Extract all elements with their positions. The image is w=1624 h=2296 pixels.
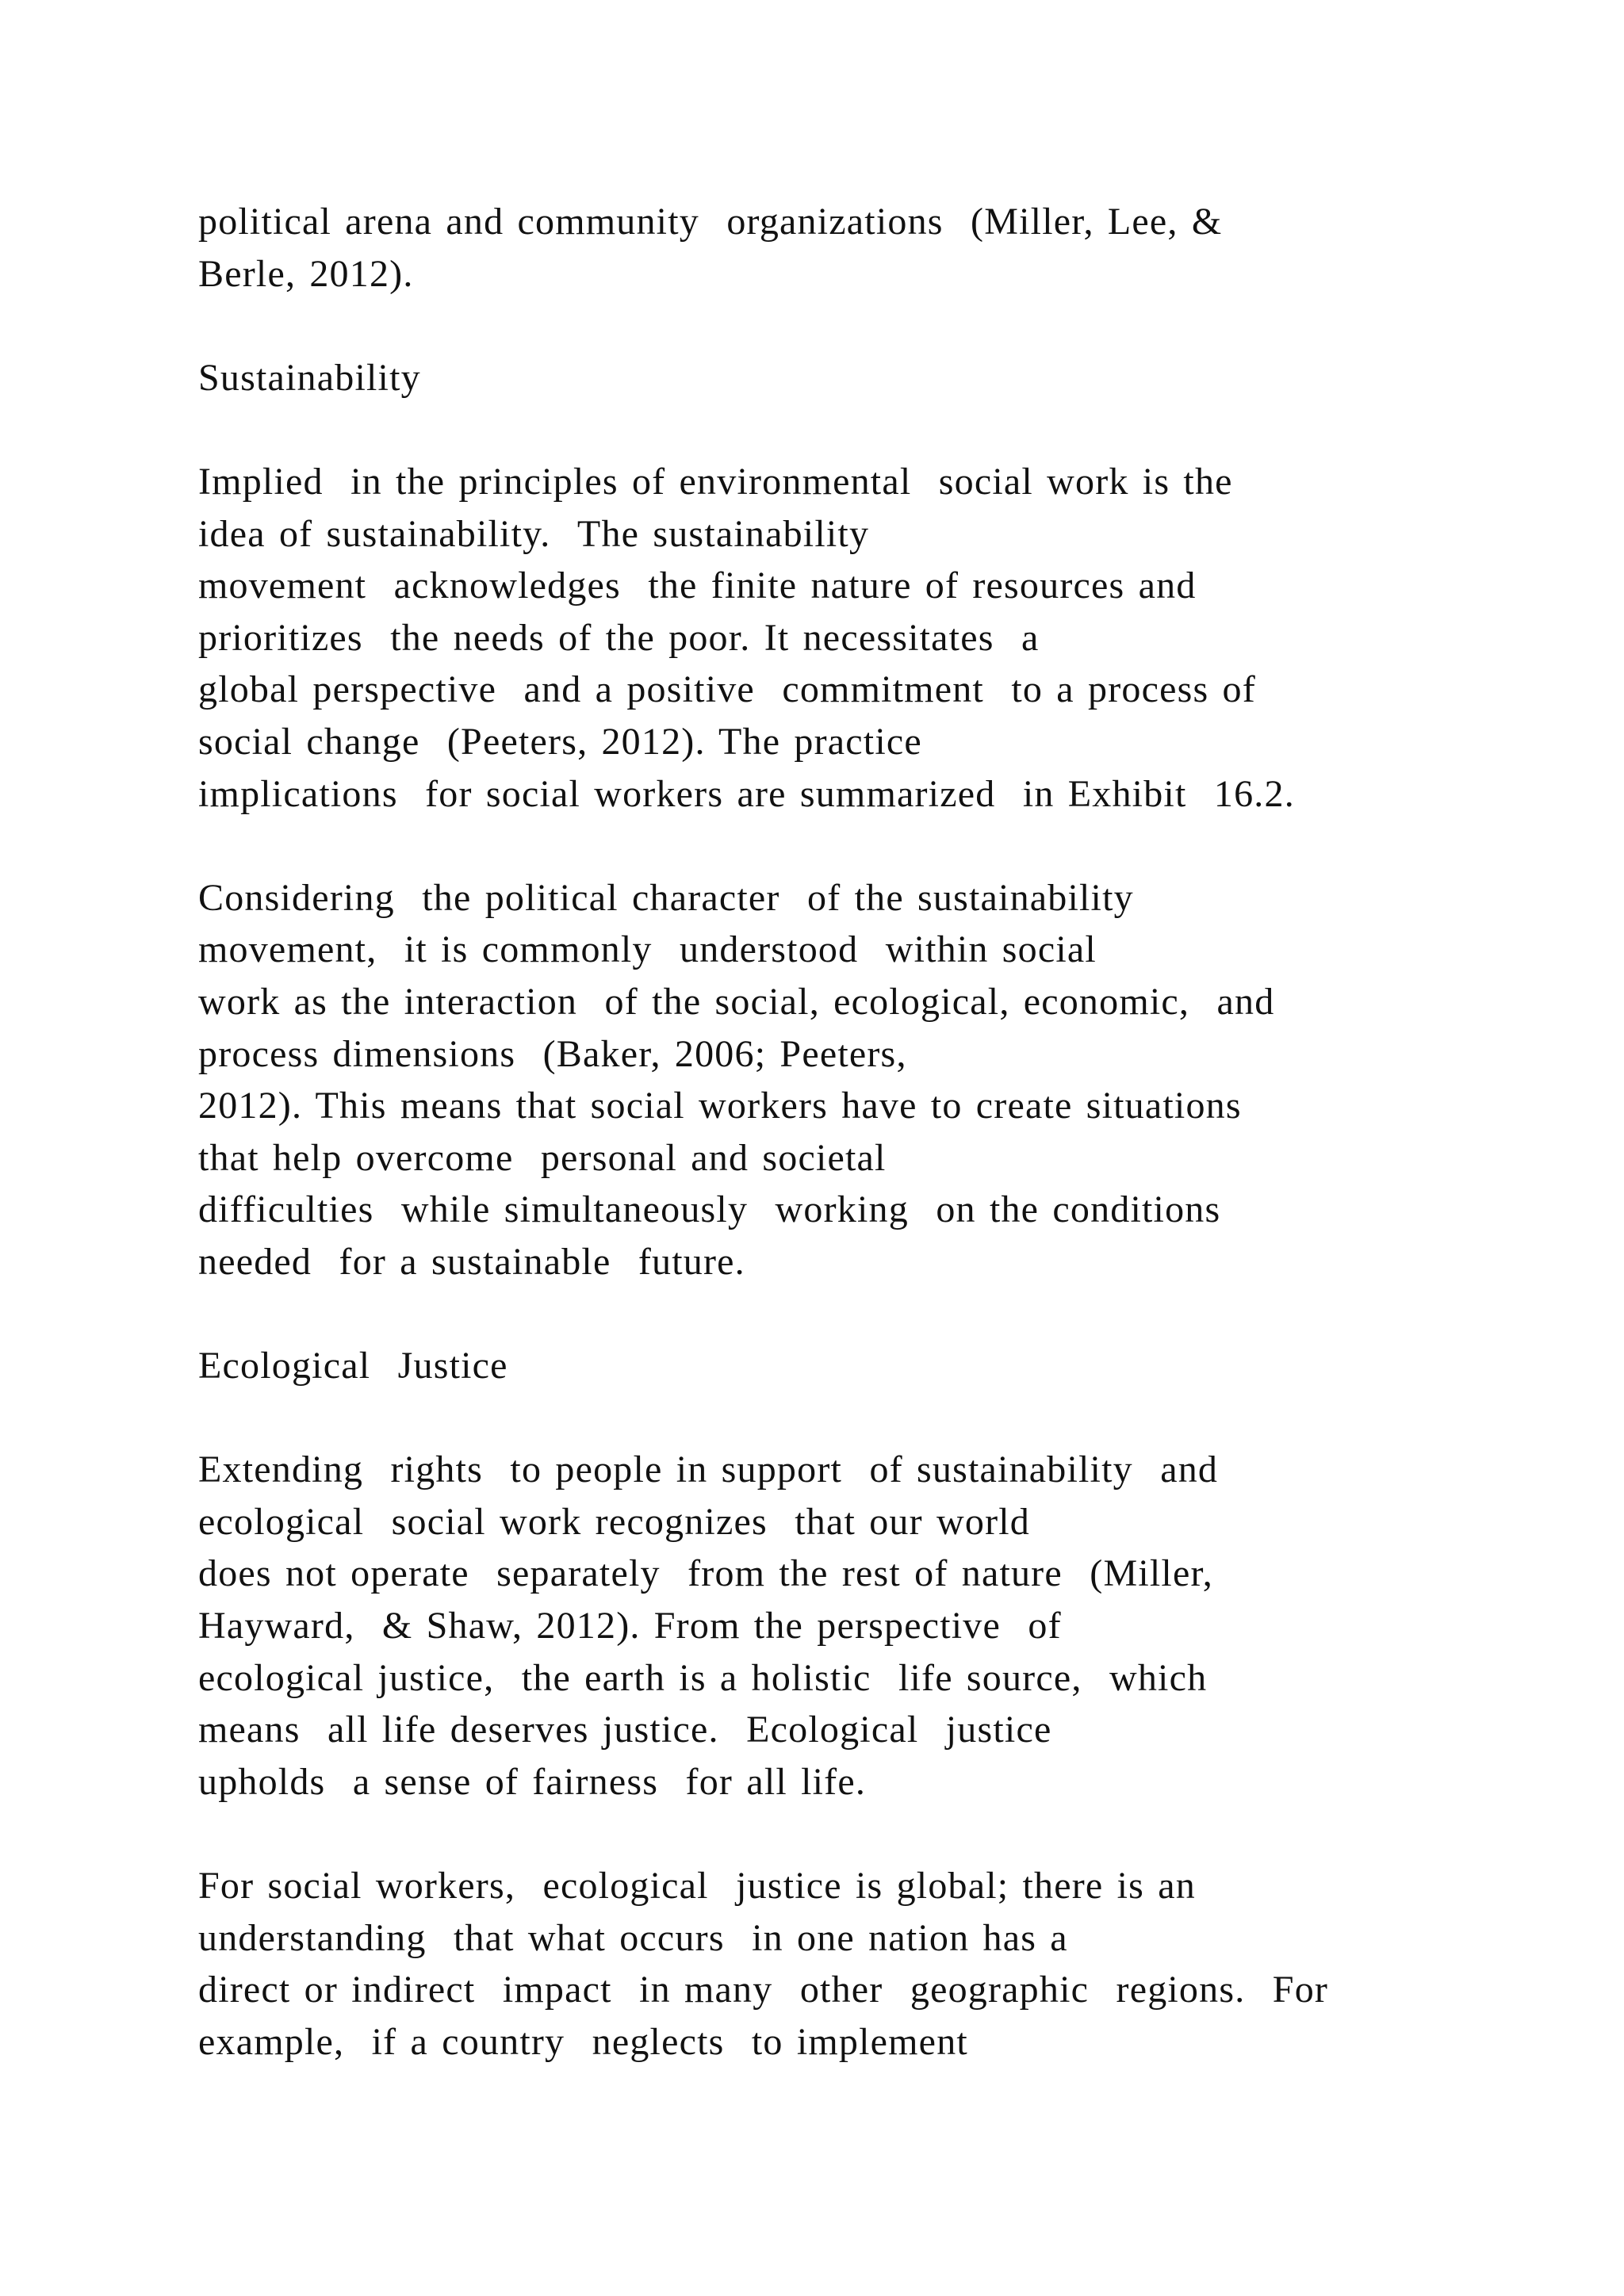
text-line: global perspective and a positive commitment to a process of <box>198 668 1256 711</box>
text-line: ecological justice, the earth is a holistic life source, which <box>198 1656 1208 1699</box>
text-line: movement acknowledges the finite nature of resources and <box>198 564 1197 607</box>
text-line: difficulties while simultaneously working on the conditions <box>198 1188 1221 1231</box>
text-line: prioritizes the needs of the poor. It necessitates a <box>198 616 1040 659</box>
paragraph-gap <box>198 820 1610 872</box>
text-line: 2012). This means that social workers have to create situations <box>198 1085 1242 1127</box>
text-line: social change (Peeters, 2012). The practice <box>198 720 922 763</box>
paragraph-gap <box>198 1288 1610 1340</box>
text-line: For social workers, ecological justice is global; there is an <box>198 1865 1196 1907</box>
text-line: direct or indirect impact in many other geographic regions. For <box>198 1969 1329 2011</box>
paragraph-gap <box>198 1808 1610 1860</box>
text-line: understanding that what occurs in one nation has a <box>198 1916 1068 1959</box>
text-line: implications for social workers are summarized in Exhibit 16.2. <box>198 772 1295 815</box>
text-line: means all life deserves justice. Ecological justice <box>198 1709 1052 1751</box>
paragraph-gap <box>198 1392 1610 1445</box>
document-body <box>198 196 1610 2068</box>
text-line: process dimensions (Baker, 2006; Peeters, <box>198 1032 907 1075</box>
text-line: movement, it is commonly understood within social <box>198 928 1097 971</box>
text-line: Hayward, & Shaw, 2012). From the perspective of <box>198 1605 1062 1647</box>
text-line: idea of sustainability. The sustainability <box>198 512 870 555</box>
section-heading-ecological-justice: Ecological Justice <box>198 1345 508 1387</box>
text-line: needed for a sustainable future. <box>198 1240 745 1283</box>
text-line: that help overcome personal and societal <box>198 1136 887 1179</box>
text-line: political arena and community organizations (Miller, Lee, & <box>198 201 1223 243</box>
text-line: upholds a sense of fairness for all life. <box>198 1760 867 1803</box>
text-line: does not operate separately from the rest of nature (Miller, <box>198 1552 1213 1595</box>
text-line: ecological social work recognizes that our world <box>198 1500 1030 1543</box>
paragraph-gap <box>198 404 1610 456</box>
paragraph-gap <box>198 300 1610 352</box>
text-line: work as the interaction of the social, ecological, economic, and <box>198 980 1275 1023</box>
text-line: Berle, 2012). <box>198 252 414 295</box>
text-line: Considering the political character of the sustainability <box>198 876 1134 919</box>
text-line: Extending rights to people in support of sustainability and <box>198 1448 1219 1491</box>
section-heading-sustainability: Sustainability <box>198 356 421 399</box>
text-line: Implied in the principles of environmental social work is the <box>198 460 1233 503</box>
text-line: example, if a country neglects to implement <box>198 2020 968 2063</box>
